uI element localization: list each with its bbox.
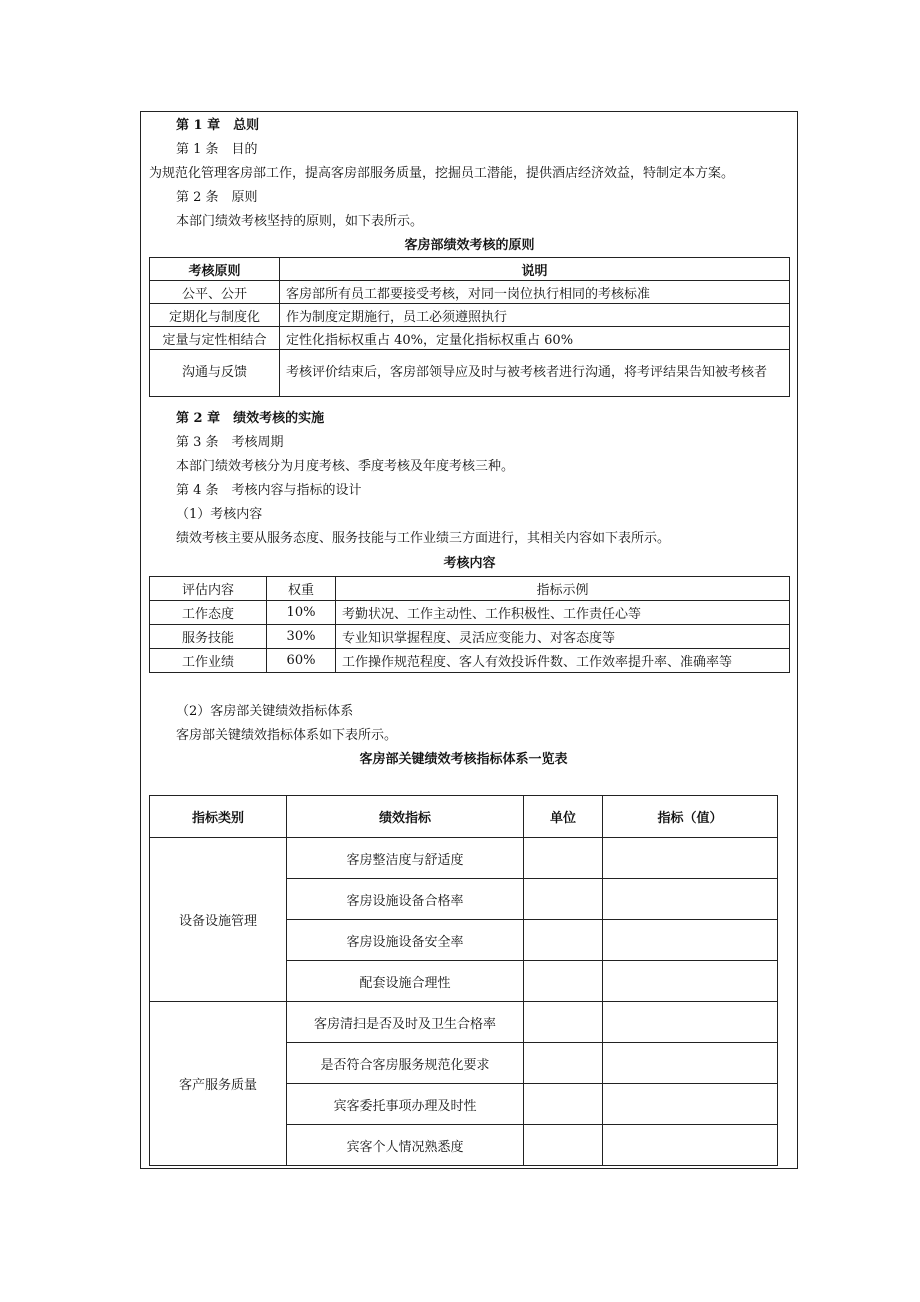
content-cell: 服务技能 (150, 625, 267, 649)
unit-cell (524, 838, 603, 879)
table-row (150, 350, 790, 397)
description-cell: 考核评价结束后，客房部领导应及时与被考核者进行沟通，将考评结果告知被考核者 (280, 350, 790, 397)
table-header-row (150, 796, 778, 838)
subsection-1-text: 绩效考核主要从服务态度、服务技能与工作业绩三方面进行，其相关内容如下表所示。 (176, 531, 671, 546)
description-cell: 作为制度定期施行，员工必须遵照执行 (280, 304, 790, 327)
unit-cell (524, 1002, 603, 1043)
weight-cell: 10% (267, 601, 336, 625)
description-cell: 客房部所有员工都要接受考核，对同一岗位执行相同的考核标准 (280, 281, 790, 304)
kpi-cell: 宾客个人情况熟悉度 (287, 1125, 524, 1166)
value-cell (603, 1084, 778, 1125)
header-cell: 评估内容 (150, 577, 267, 601)
unit-cell (524, 920, 603, 961)
header-cell: 单位 (524, 796, 603, 838)
value-cell (603, 1043, 778, 1084)
chapter-2-title: 第 2 章 绩效考核的实施 (176, 411, 325, 426)
kpi-cell: 客房整洁度与舒适度 (287, 838, 524, 879)
unit-cell (524, 1043, 603, 1084)
example-cell: 专业知识掌握程度、灵活应变能力、对客态度等 (336, 625, 790, 649)
table-header-row (150, 577, 790, 601)
table-row (150, 838, 778, 879)
article-4-heading: 第 4 条 考核内容与指标的设计 (176, 483, 362, 498)
article-3-heading: 第 3 条 考核周期 (176, 435, 284, 450)
table-row (150, 304, 790, 327)
principle-cell: 沟通与反馈 (150, 350, 280, 397)
table-header-row (150, 258, 790, 281)
header-cell: 绩效指标 (287, 796, 524, 838)
content-cell: 工作态度 (150, 601, 267, 625)
header-cell: 权重 (267, 577, 336, 601)
unit-cell (524, 879, 603, 920)
table3-caption: 客房部关键绩效考核指标体系一览表 (359, 752, 568, 767)
table1-caption: 客房部绩效考核的原则 (404, 238, 535, 253)
value-cell (603, 879, 778, 920)
principle-cell: 定期化与制度化 (150, 304, 280, 327)
kpi-cell: 客房设施设备安全率 (287, 920, 524, 961)
unit-cell (524, 961, 603, 1002)
table2-caption: 考核内容 (443, 556, 496, 571)
table-row (150, 327, 790, 350)
article-2-heading: 第 2 条 原则 (176, 190, 258, 205)
header-cell: 说明 (280, 258, 790, 281)
principle-cell: 公平、公开 (150, 281, 280, 304)
table-row (150, 625, 790, 649)
kpi-cell: 配套设施合理性 (287, 961, 524, 1002)
value-cell (603, 1002, 778, 1043)
description-cell: 定性化指标权重占 40%，定量化指标权重占 60% (280, 327, 790, 350)
content-table (149, 576, 790, 673)
example-cell: 考勤状况、工作主动性、工作积极性、工作责任心等 (336, 601, 790, 625)
weight-cell: 30% (267, 625, 336, 649)
table-row (150, 601, 790, 625)
unit-cell (524, 1125, 603, 1166)
principle-cell: 定量与定性相结合 (150, 327, 280, 350)
article-1-text: 为规范化管理客房部工作，提高客房部服务质量，挖掘员工潜能，提供酒店经济效益，特制定本方案。 (149, 166, 735, 181)
example-cell: 工作操作规范程度、客人有效投诉件数、工作效率提升率、准确率等 (336, 649, 790, 673)
article-3-text: 本部门绩效考核分为月度考核、季度考核及年度考核三种。 (176, 459, 515, 474)
subsection-2-heading: （2）客房部关键绩效指标体系 (176, 704, 354, 719)
table-row (150, 649, 790, 673)
kpi-cell: 宾客委托事项办理及时性 (287, 1084, 524, 1125)
subsection-2-text: 客房部关键绩效指标体系如下表所示。 (176, 728, 398, 743)
header-cell: 指标（值） (603, 796, 778, 838)
category-cell: 客产服务质量 (150, 1002, 287, 1166)
weight-cell: 60% (267, 649, 336, 673)
subsection-1-heading: （1）考核内容 (176, 507, 263, 522)
table-row (150, 281, 790, 304)
value-cell (603, 838, 778, 879)
header-cell: 指标类别 (150, 796, 287, 838)
header-cell: 指标示例 (336, 577, 790, 601)
unit-cell (524, 1084, 603, 1125)
value-cell (603, 961, 778, 1002)
article-2-text: 本部门绩效考核坚持的原则，如下表所示。 (176, 214, 424, 229)
content-cell: 工作业绩 (150, 649, 267, 673)
kpi-cell: 客房设施设备合格率 (287, 879, 524, 920)
table-row (150, 1002, 778, 1043)
category-cell: 设备设施管理 (150, 838, 287, 1002)
chapter-1-title: 第 1 章 总则 (176, 118, 260, 133)
kpi-table (149, 795, 778, 1166)
value-cell (603, 920, 778, 961)
article-1-heading: 第 1 条 目的 (176, 142, 258, 157)
principles-table (149, 257, 790, 397)
value-cell (603, 1125, 778, 1166)
kpi-cell: 是否符合客房服务规范化要求 (287, 1043, 524, 1084)
header-cell: 考核原则 (150, 258, 280, 281)
kpi-cell: 客房清扫是否及时及卫生合格率 (287, 1002, 524, 1043)
